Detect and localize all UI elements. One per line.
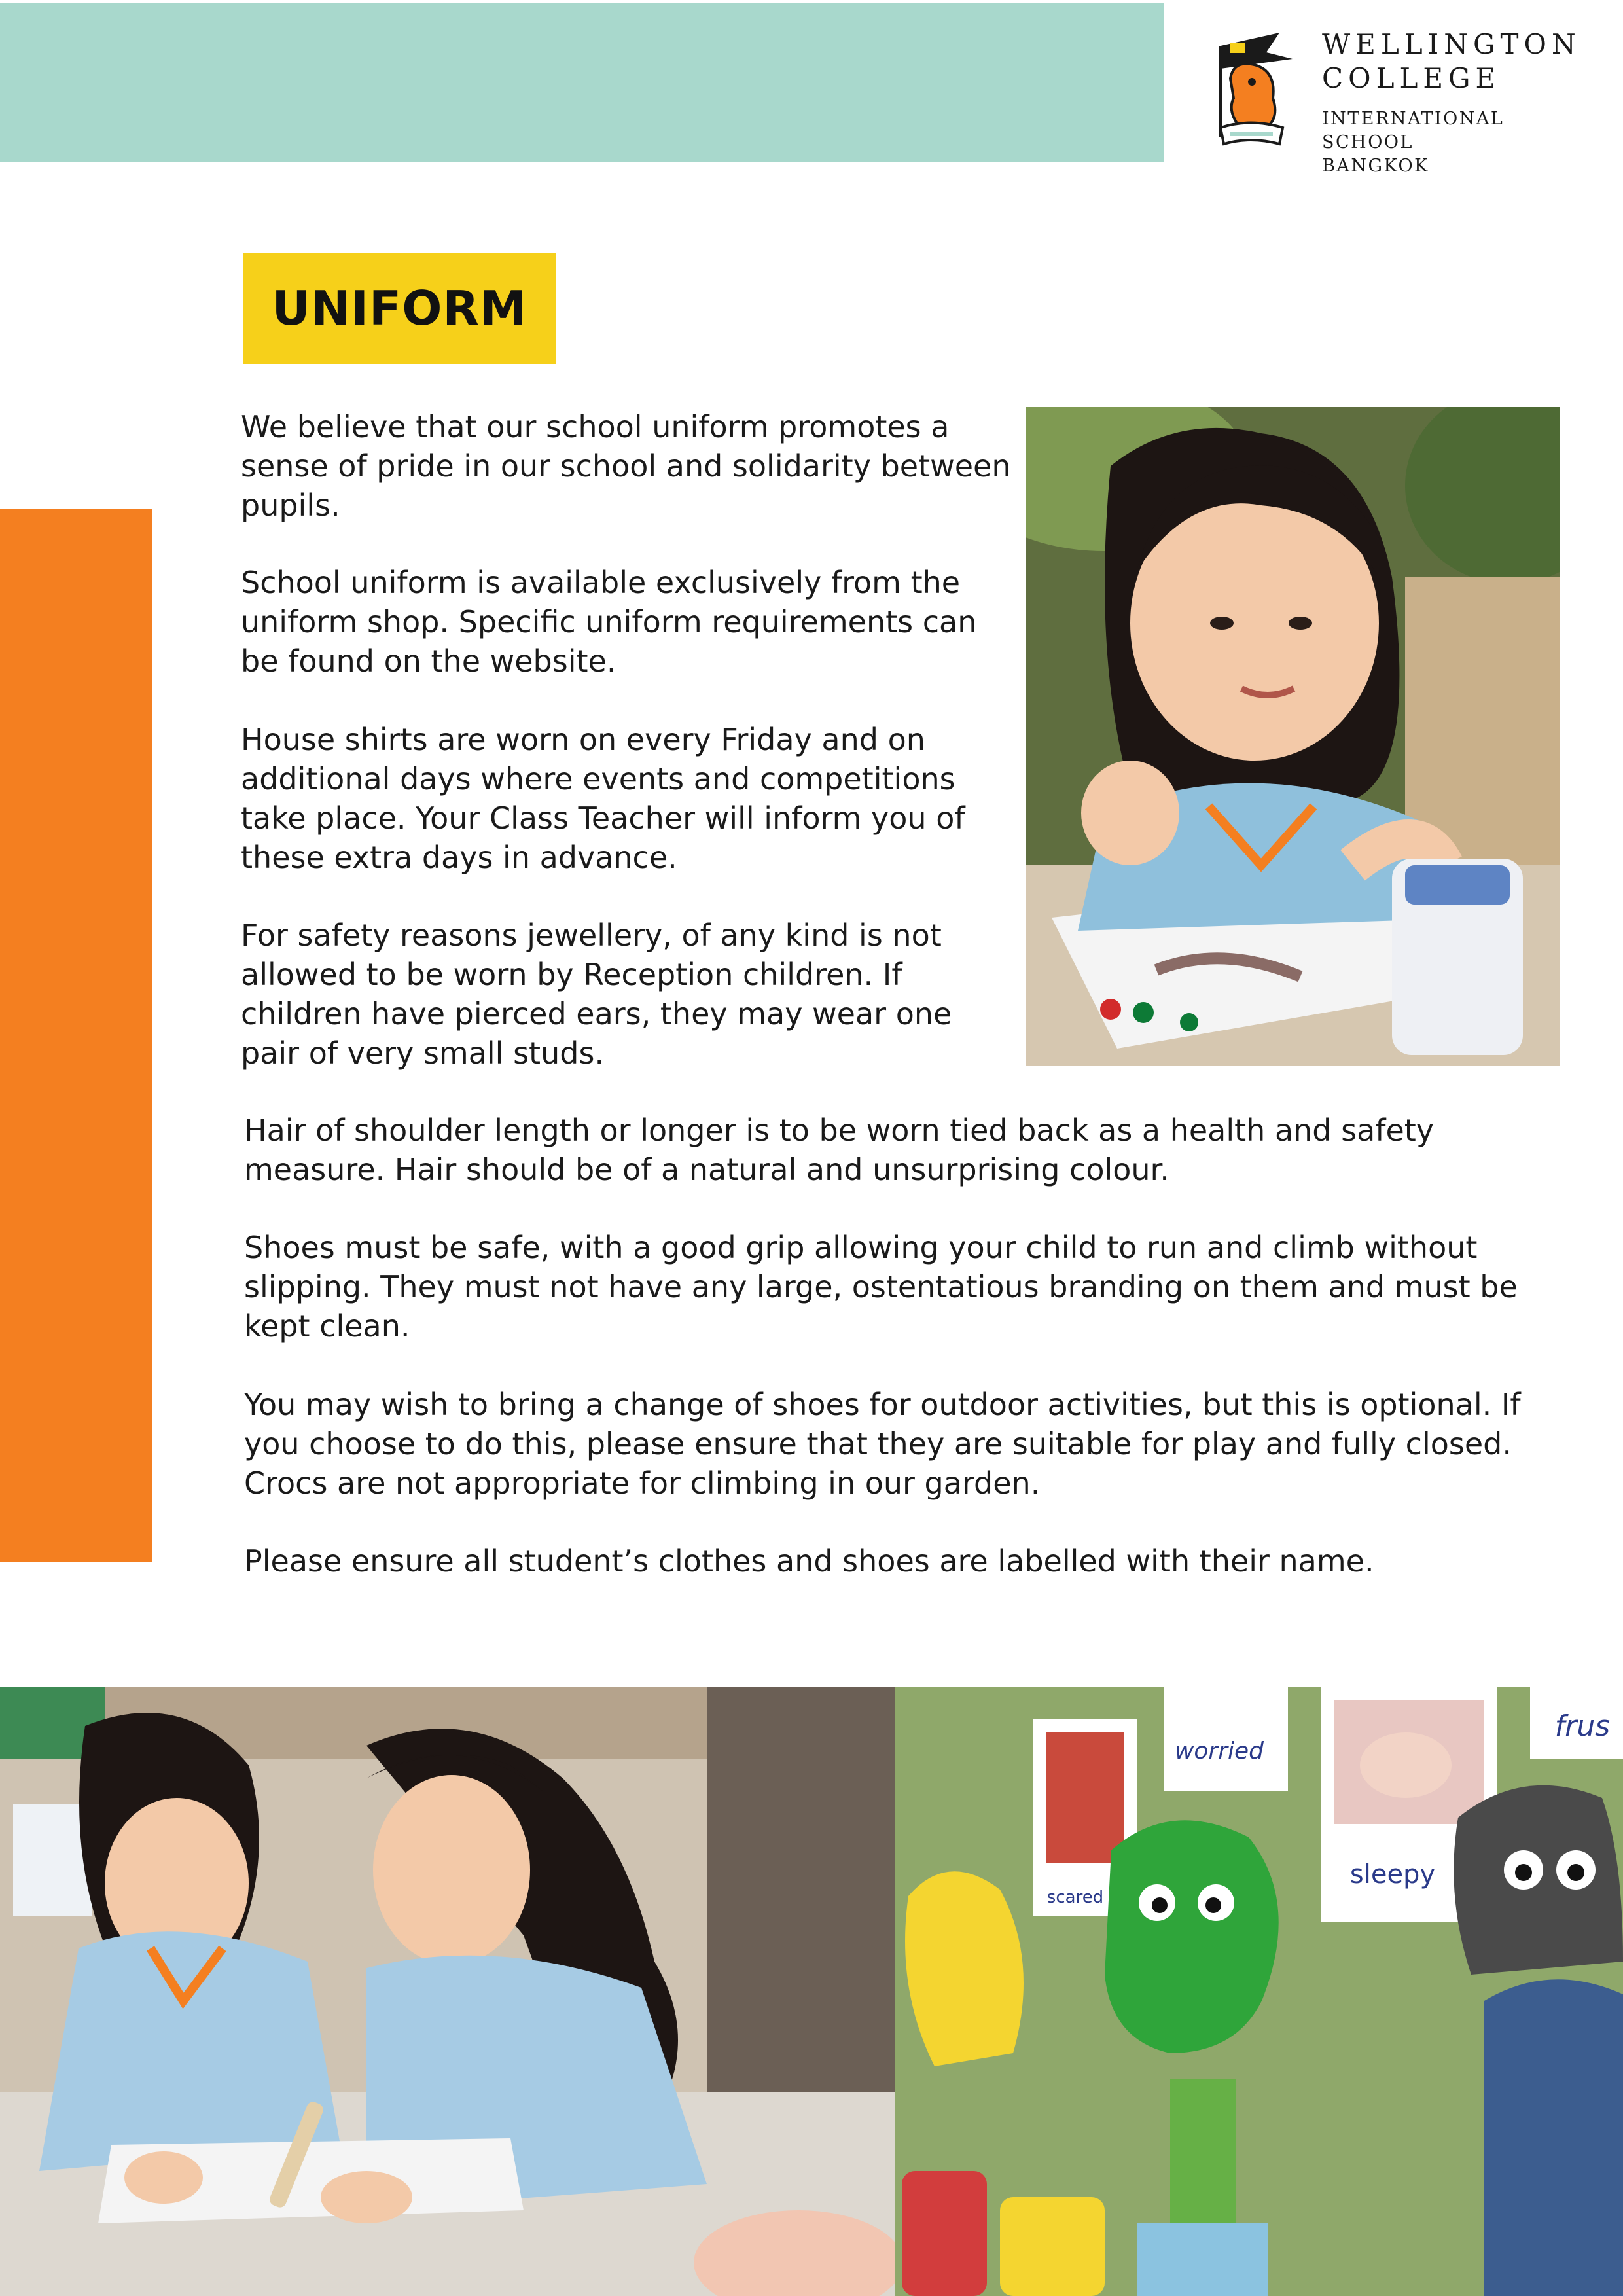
label-sleepy: sleepy (1349, 1859, 1436, 1890)
logo-name-line1: WELLINGTON (1322, 28, 1581, 60)
paragraph-uniform-pride: We believe that our school uniform promotes a sense of pride in our school and solidarity between pupils. (241, 409, 1011, 523)
paragraph-shoes: Shoes must be safe, with a good grip allowing your child to run and climb without slipping. They must not have any large, ostentatious branding on them and must be kept clean. (244, 1230, 1518, 1344)
header-band (0, 3, 1164, 162)
label-worried: worried (1174, 1738, 1264, 1765)
paragraph-uniform-shop: School uniform is available exclusively from the uniform shop. Specific uniform requirements can be found on the website. (241, 565, 977, 679)
paragraph-house-shirts: House shirts are worn on every Friday and on additional days where events and competitions take place. Your Class Teacher will inform you of these extra days in advance. (241, 722, 965, 875)
paragraph-labels: Please ensure all student’s clothes and shoes are labelled with their name. (244, 1543, 1374, 1579)
orange-accent-bar (0, 509, 152, 1562)
crest-icon (1194, 20, 1306, 151)
child-painting-photo (1026, 407, 1560, 1066)
paragraph-change-of-shoes: You may wish to bring a change of shoes for outdoor activities, but this is optional. If you choose to do this, please ensure that they are suitable for play and fully closed. Crocs are not appropriate for climbing in our garden. (244, 1387, 1521, 1501)
paragraph-hair: Hair of shoulder length or longer is to be worn tied back as a health and safety measure. Hair should be of a natural and unsurprising colour. (244, 1113, 1435, 1187)
section-heading: UNIFORM (272, 281, 527, 336)
section-heading-box (243, 253, 556, 364)
label-scared: scared (1046, 1888, 1104, 1907)
school-logo[interactable] (1194, 20, 1600, 176)
paragraph-jewellery: For safety reasons jewellery, of any kind is not allowed to be worn by Reception children. If children have pierced ears, they may wear one pair of very small studs. (241, 918, 952, 1071)
girls-reading-photo (0, 1687, 895, 2296)
label-frustrated: frus (1554, 1710, 1611, 1743)
emotion-monsters-photo (895, 1687, 1623, 2296)
logo-sub-line1: INTERNATIONAL SCHOOL (1322, 109, 1505, 152)
logo-sub-line2: BANGKOK (1322, 156, 1429, 176)
logo-name-line2: COLLEGE (1322, 62, 1501, 94)
